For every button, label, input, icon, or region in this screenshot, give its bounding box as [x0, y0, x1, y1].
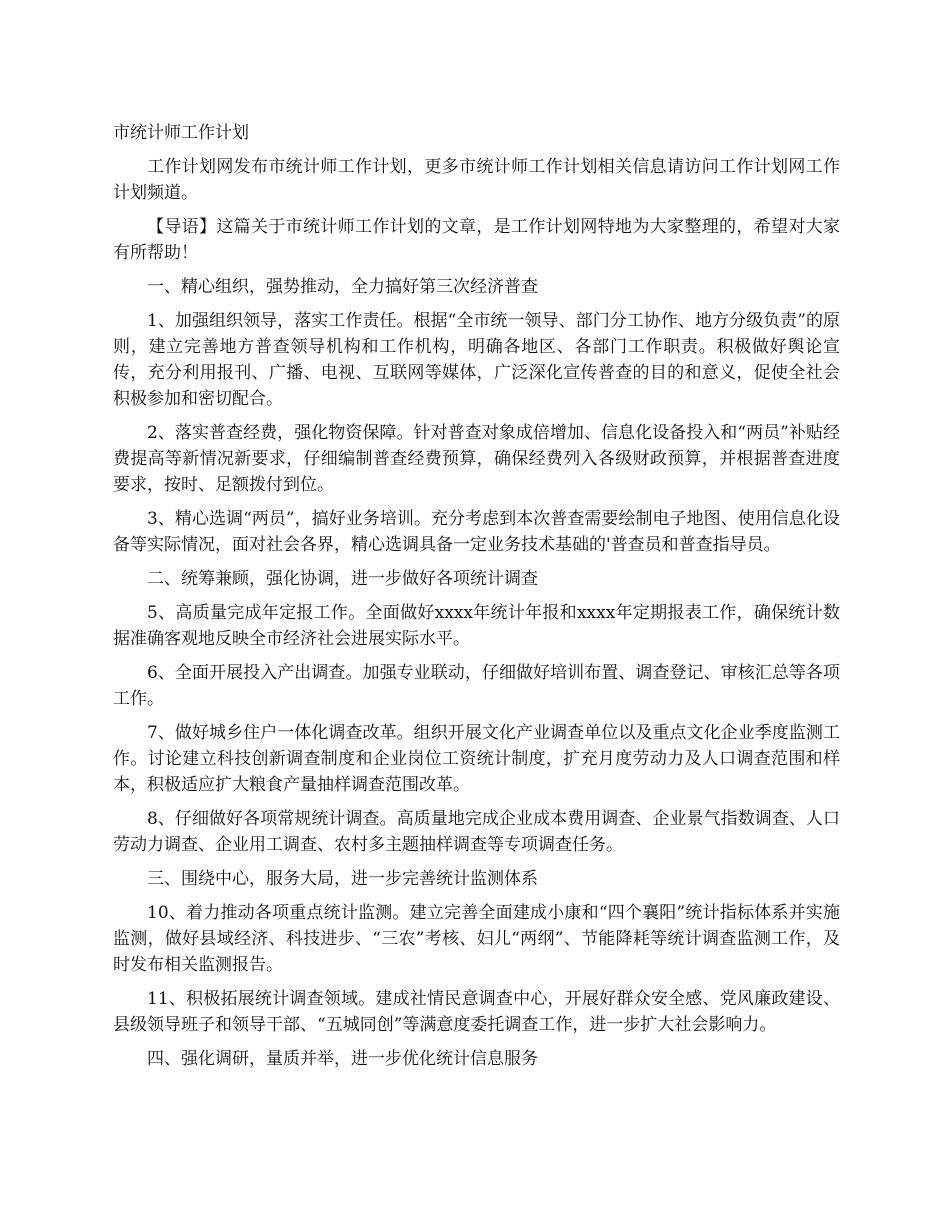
item-paragraph-2: 2、落实普查经费，强化物资保障。针对普查对象成倍增加、信息化设备投入和“两员”补贴经费提高等新情况新要求，仔细编制普查经费预算，确保经费列入各级财政预算，并根据普查进度要求，按时、足额拨付到位。 [113, 423, 840, 495]
item-paragraph-1: 1、加强组织领导，落实工作责任。根据“全市统一领导、部门分工协作、地方分级负责”的原则，建立完善地方普查领导机构和工作机构，明确各地区、各部门工作职责。积极做好舆论宣传，充分利用报刊、广播、电视、互联网等媒体，广泛深化宣传普查的目的和意义，促使全社会积极参加和密切配合。 [113, 311, 840, 409]
intro-paragraph: 工作计划网发布市统计师工作计划，更多市统计师工作计划相关信息请访问工作计划网工作计划频道。 [113, 157, 840, 203]
item-paragraph-6: 6、全面开展投入产出调查。加强专业联动，仔细做好培训布置、调查登记、审核汇总等各项工作。 [113, 663, 840, 709]
section-heading-2: 二、统筹兼顾，强化协调，进一步做好各项统计调查 [147, 569, 538, 589]
item-paragraph-7: 7、做好城乡住户一体化调查改革。组织开展文化产业调查单位以及重点文化企业季度监测工作。讨论建立科技创新调查制度和企业岗位工资统计制度，扩充月度劳动力及人口调查范围和样本，积极适应扩大粮食产量抽样调查范围改革。 [113, 723, 840, 795]
item-paragraph-5: 5、高质量完成年定报工作。全面做好xxxx年统计年报和xxxx年定期报表工作，确保统计数据准确客观地反映全市经济社会进展实际水平。 [113, 603, 840, 649]
lead-paragraph: 【导语】这篇关于市统计师工作计划的文章，是工作计划网特地为大家整理的，希望对大家有所帮助！ [113, 217, 840, 263]
section-heading-4: 四、强化调研，量质并举，进一步优化统计信息服务 [147, 1049, 538, 1069]
item-paragraph-3: 3、精心选调“两员”，搞好业务培训。充分考虑到本次普查需要绘制电子地图、使用信息化设备等实际情况，面对社会各界，精心选调具备一定业务技术基础的'普查员和普查指导员。 [113, 509, 840, 555]
document-title: 市统计师工作计划 [113, 123, 249, 143]
item-paragraph-10: 10、着力推动各项重点统计监测。建立完善全面建成小康和“四个襄阳”统计指标体系并实施监测，做好县域经济、科技进步、“三农”考核、妇儿“两纲”、节能降耗等统计调查监测工作，及时发布相关监测报告。 [113, 903, 840, 975]
document-body [113, 120, 840, 1080]
item-paragraph-11: 11、积极拓展统计调查领域。建成社情民意调查中心，开展好群众安全感、党风廉政建设、县级领导班子和领导干部、“五城同创”等满意度委托调查工作，进一步扩大社会影响力。 [113, 989, 840, 1035]
section-heading-3: 三、围绕中心，服务大局，进一步完善统计监测体系 [147, 869, 538, 889]
item-paragraph-8: 8、仔细做好各项常规统计调查。高质量地完成企业成本费用调查、企业景气指数调查、人口劳动力调查、企业用工调查、农村多主题抽样调查等专项调查任务。 [113, 809, 840, 855]
section-heading-1: 一、精心组织，强势推动，全力搞好第三次经济普查 [147, 277, 538, 297]
